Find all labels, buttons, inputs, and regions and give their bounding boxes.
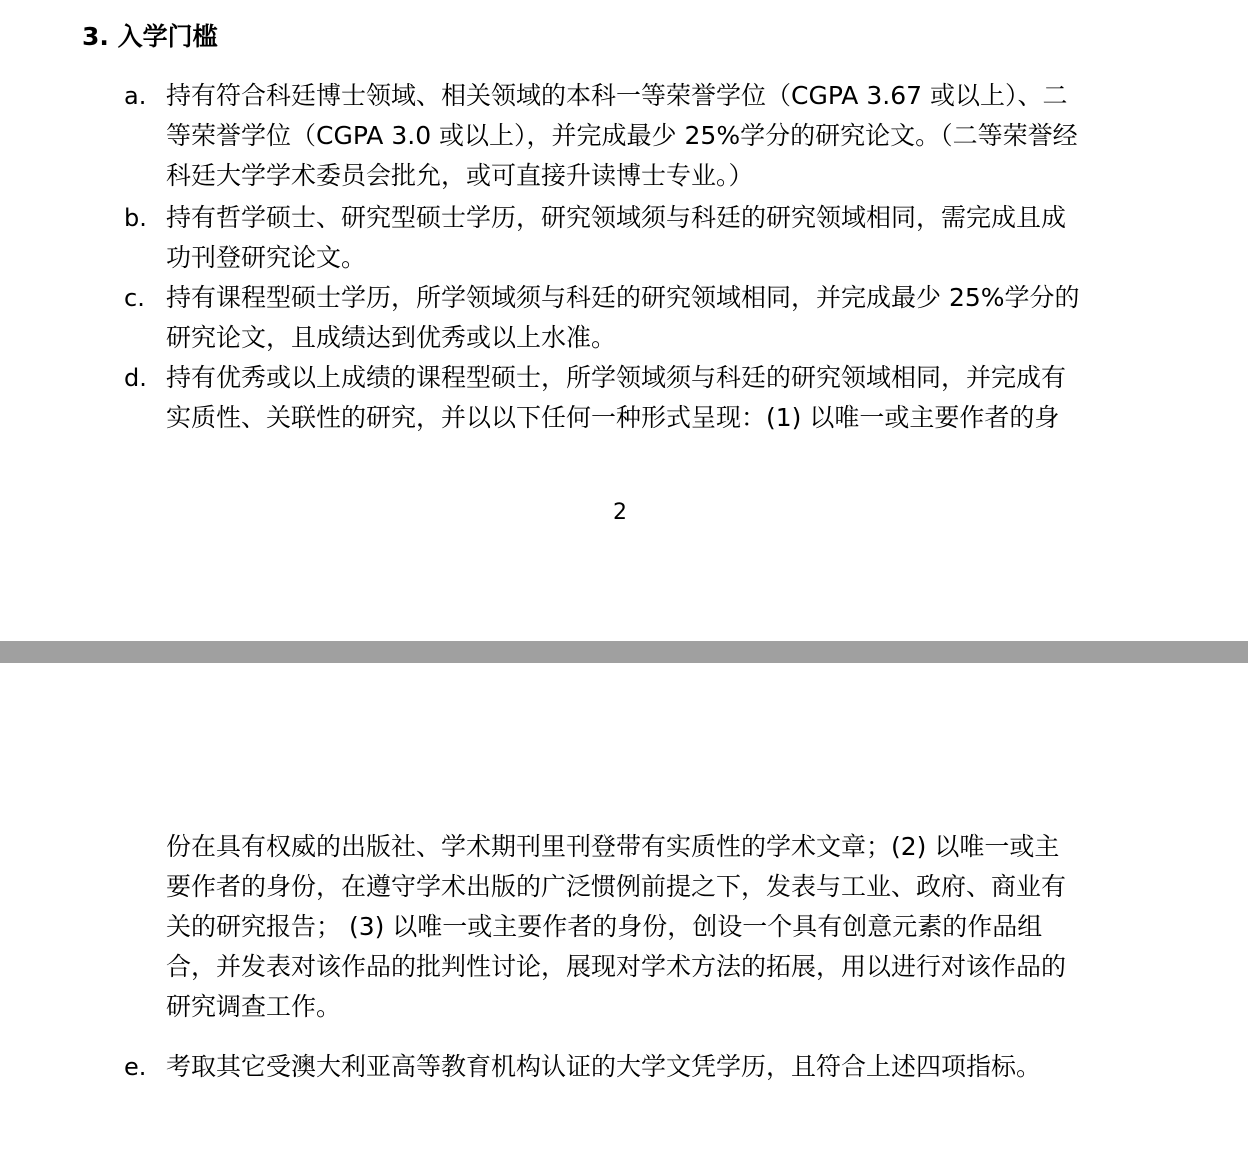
requirement-text: 持有优秀或以上成绩的课程型硕士，所学领域须与科廷的研究领域相同，并完成有 实质性、关联性的研究，并以以下任何一种形式呈现：(1) 以唯一或主要作者的身 — [166, 363, 1067, 432]
list-marker: d. — [124, 364, 147, 392]
list-marker: c. — [124, 284, 145, 312]
list-marker: e. — [124, 1053, 147, 1081]
list-marker: b. — [124, 204, 147, 232]
requirement-d-continuation: 份在具有权威的出版社、学术期刊里刊登带有实质性的学术文章；(2) 以唯一或主 要作者的身份，在遵守学术出版的广泛惯例前提之下，发表与工业、政府、商业有 关的研究报告； (3) 以唯一或主要作者的身份，创设一个具有创意元素的作品组 合，并发表对该作品的批判性讨论，展现对学术方法的拓展，用以进行对该作品的 研究调查工作。 — [166, 832, 1067, 1021]
requirement-text: 持有哲学硕士、研究型硕士学历，研究领域须与科廷的研究领域相同，需完成且成 功刊登研究论文。 — [166, 203, 1067, 272]
section-heading: 3. 入学门槛 — [82, 22, 218, 51]
requirement-text: 持有课程型硕士学历，所学领域须与科廷的研究领域相同，并完成最少 25%学分的 研究论文，且成绩达到优秀或以上水准。 — [166, 283, 1080, 352]
requirement-text: 持有符合科廷博士领域、相关领域的本科一等荣誉学位（CGPA 3.67 或以上）、二 等荣誉学位（CGPA 3.0 或以上），并完成最少 25%学分的研究论文。（二等荣誉经 科廷大学学术委员会批允，或可直接升读博士专业。） — [166, 81, 1078, 190]
page-separator — [0, 641, 1248, 663]
requirement-text: 考取其它受澳大利亚高等教育机构认证的大学文凭学历，且符合上述四项指标。 — [166, 1052, 1042, 1081]
page-number: 2 — [613, 500, 627, 525]
document-page-2 — [0, 663, 1248, 1176]
list-marker: a. — [124, 82, 147, 110]
